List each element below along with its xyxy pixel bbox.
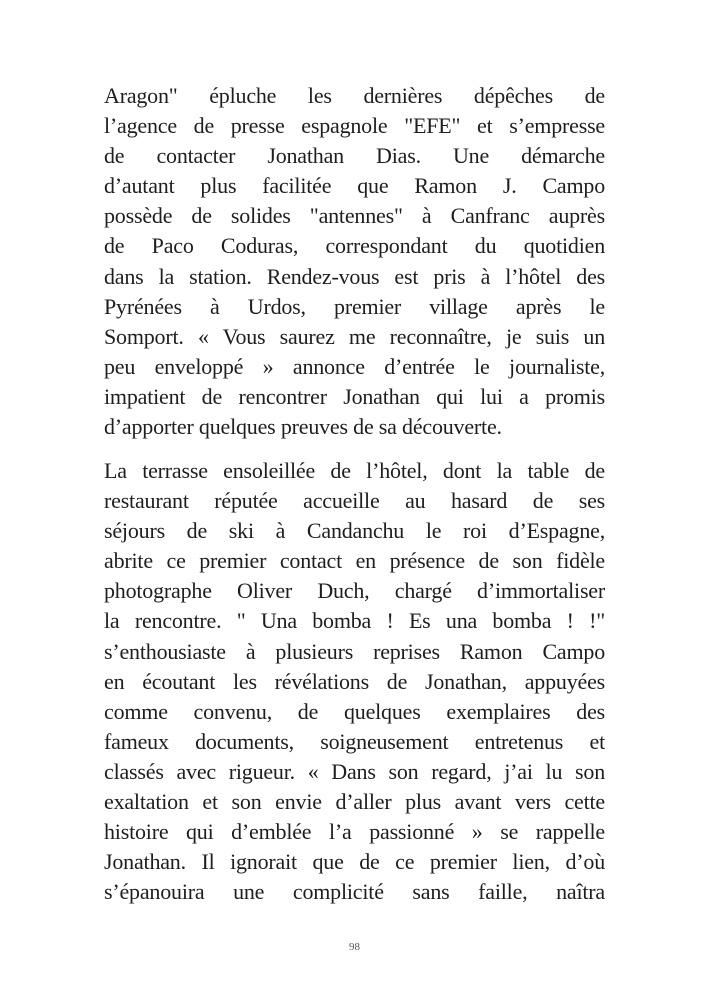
text-line: abrite ce premier contact en présence de son fidèle <box>104 548 605 574</box>
text-line: Jonathan. Il ignorait que de ce premier lien, d’où <box>104 849 605 875</box>
text-line: de contacter Jonathan Dias. Une démarche <box>104 143 605 169</box>
text-line: Pyrénées à Urdos, premier village après le <box>104 293 605 319</box>
text-line: l’agence de presse espagnole "EFE" et s’empresse <box>104 113 605 139</box>
text-line: dans la station. Rendez-vous est pris à l’hôtel des <box>104 263 605 289</box>
text-line: en écoutant les révélations de Jonathan, appuyées <box>104 668 605 694</box>
text-line: d’apporter quelques preuves de sa découverte. <box>104 414 502 440</box>
text-line: fameux documents, soigneusement entretenus et <box>104 728 605 754</box>
paragraph-1 <box>104 81 605 442</box>
text-line: La terrasse ensoleillée de l’hôtel, dont la table de <box>104 458 605 483</box>
text-line: exaltation et son envie d’aller plus avant vers cette <box>104 789 605 815</box>
text-line: photographe Oliver Duch, chargé d’immortaliser <box>104 578 605 604</box>
text-line: de Paco Coduras, correspondant du quotidien <box>104 233 605 259</box>
text-line: comme convenu, de quelques exemplaires des <box>104 698 605 724</box>
text-line: possède de solides "antennes" à Canfranc auprès <box>104 203 605 229</box>
text-line: peu enveloppé » annonce d’entrée le journaliste, <box>104 353 605 379</box>
text-line: histoire qui d’emblée l’a passionné » se rappelle <box>104 819 605 845</box>
text-line: d’autant plus facilitée que Ramon J. Campo <box>104 173 605 199</box>
text-line: Aragon" épluche les dernières dépêches de <box>104 83 605 108</box>
text-line: la rencontre. " Una bomba ! Es una bomba ! !" <box>104 608 605 634</box>
text-line: s’enthousiaste à plusieurs reprises Ramon Campo <box>104 638 605 664</box>
text-line: impatient de rencontrer Jonathan qui lui a promis <box>104 383 605 409</box>
text-line: s’épanouira une complicité sans faille, naîtra <box>104 879 605 905</box>
text-line: séjours de ski à Candanchu le roi d’Espagne, <box>104 518 605 544</box>
text-line: restaurant réputée accueille au hasard de ses <box>104 488 605 514</box>
text-line: Somport. « Vous saurez me reconnaître, je suis un <box>104 323 605 349</box>
paragraph-2 <box>104 456 605 907</box>
page-number: 98 <box>349 941 360 953</box>
text-line: classés avec rigueur. « Dans son regard, j’ai lu son <box>104 758 605 784</box>
